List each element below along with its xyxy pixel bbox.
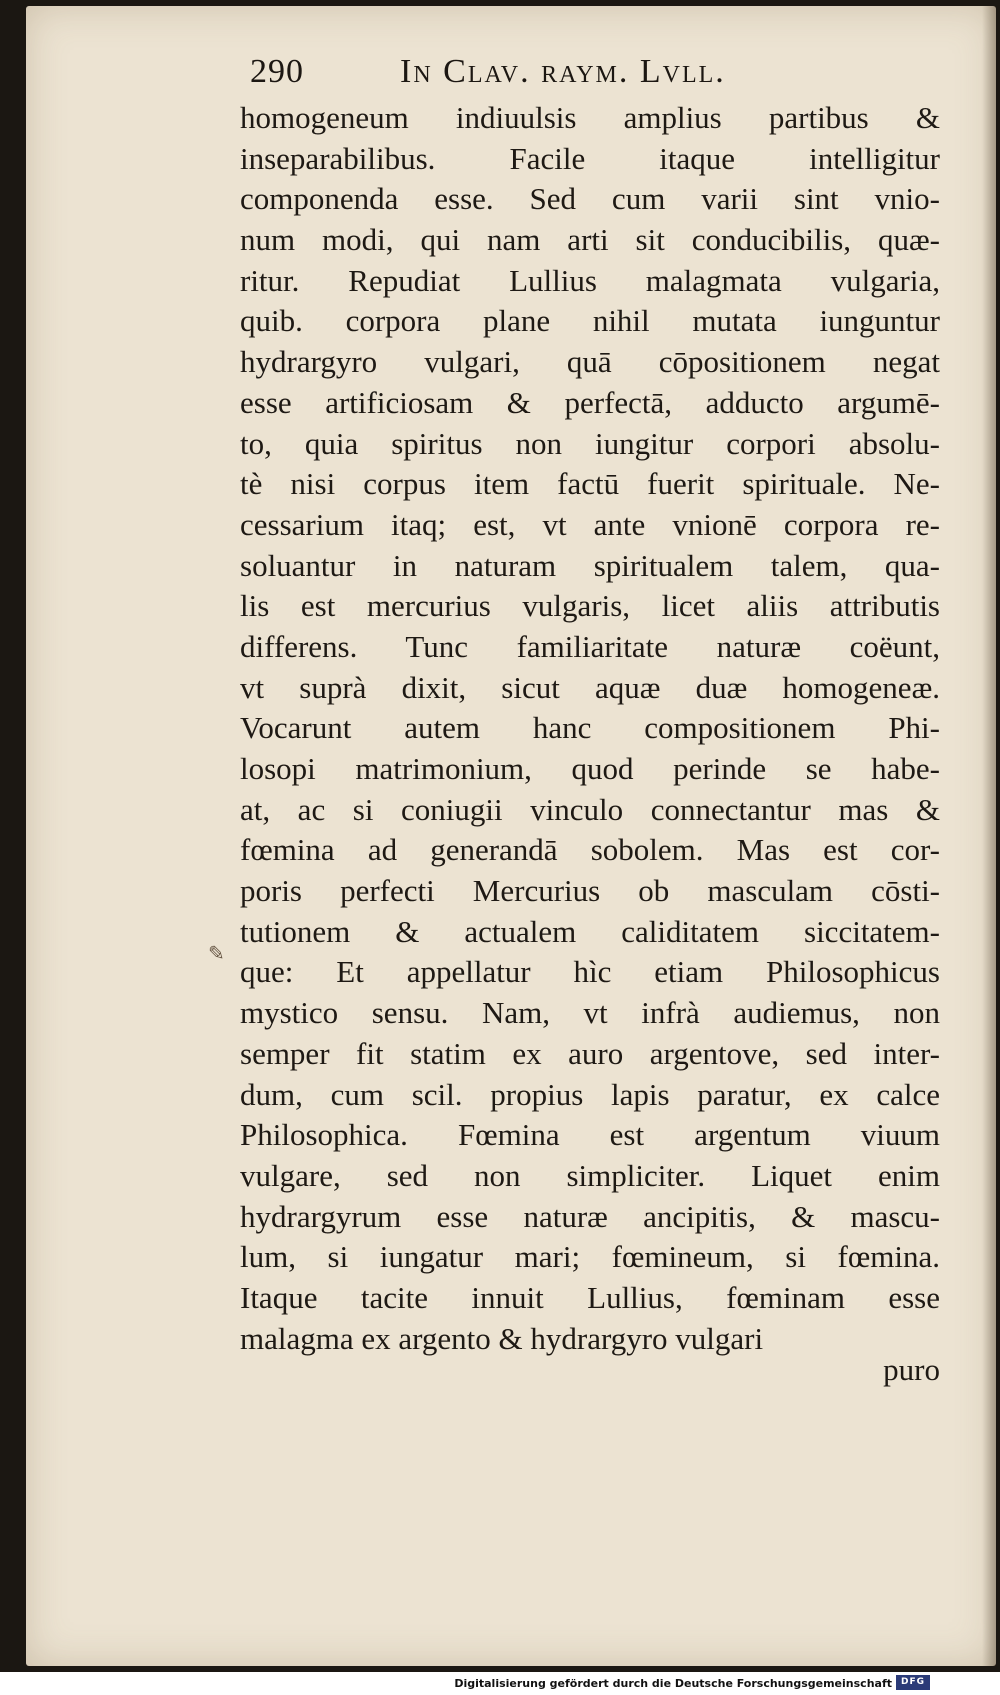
text-line: componenda esse. Sed cum varii sint vnio- [240,181,940,217]
text-line: poris perfecti Mercurius ob masculam cōsti- [240,873,940,909]
dfg-logo-icon: DFG [896,1675,930,1690]
text-line: at, ac si coniugii vinculo connectantur mas & [240,791,940,827]
text-line: tutionem & actualem caliditatem siccitatem- [240,913,940,949]
text-line: soluantur in naturam spiritualem talem, qua- [240,547,940,583]
text-line: differens. Tunc familiaritate naturæ coëunt, [240,628,940,664]
text-line: Philosophica. Fœmina est argentum viuum [240,1117,940,1153]
text-line: fœmina ad generandā sobolem. Mas est cor- [240,832,940,868]
text-line: Vocarunt autem hanc compositionem Phi- [240,710,940,746]
catchword: puro [883,1352,940,1387]
text-line: hydrargyro vulgari, quā cōpositionem negat [240,344,940,380]
text-line: que: Et appellatur hìc etiam Philosophicus [240,954,940,990]
body-text [240,98,940,1359]
text-line: homogeneum indiuulsis amplius partibus & [240,100,940,135]
text-line: vulgare, sed non simpliciter. Liquet enim [240,1157,940,1193]
funding-credit: Digitalisierung gefördert durch die Deutsche Forschungsgemeinschaft [454,1677,892,1690]
text-line: dum, cum scil. propius lapis paratur, ex calce [240,1076,940,1112]
text-line: malagma ex argento & hydrargyro vulgari [240,1320,764,1356]
text-line: hydrargyrum esse naturæ ancipitis, & mascu- [240,1198,940,1234]
text-line: vt suprà dixit, sicut aquæ duæ homogeneæ. [240,669,940,705]
text-line: cessarium itaq; est, vt ante vnionē corpora re- [240,506,940,542]
text-line: inseparabilibus. Facile itaque intelligitur [240,140,940,176]
running-title: In Clav. raym. Lvll. [400,53,726,90]
footer-bar [0,1672,1000,1695]
text-line: lis est mercurius vulgaris, licet aliis attributis [240,588,940,624]
text-line: mystico sensu. Nam, vt infrà audiemus, non [240,995,940,1031]
text-line: tè nisi corpus item factū fuerit spirituale. Ne- [240,466,940,502]
text-line: ritur. Repudiat Lullius malagmata vulgaria, [240,262,940,298]
margin-annotation-mark-icon: ✎ [208,943,225,965]
text-line: num modi, qui nam arti sit conducibilis, quæ- [240,222,940,258]
text-line: to, quia spiritus non iungitur corpori absolu- [240,425,940,461]
text-line: Itaque tacite innuit Lullius, fœminam esse [240,1279,940,1315]
text-line: esse artificiosam & perfectā, adducto argumē- [240,384,940,420]
text-line: semper fit statim ex auro argentove, sed inter- [240,1035,940,1071]
running-head [250,50,910,94]
text-line: quib. corpora plane nihil mutata iunguntur [240,303,940,339]
text-line: losopi matrimonium, quod perinde se habe- [240,751,940,786]
page-number: 290 [250,53,304,90]
text-line: lum, si iungatur mari; fœmineum, si fœmina. [240,1239,940,1275]
